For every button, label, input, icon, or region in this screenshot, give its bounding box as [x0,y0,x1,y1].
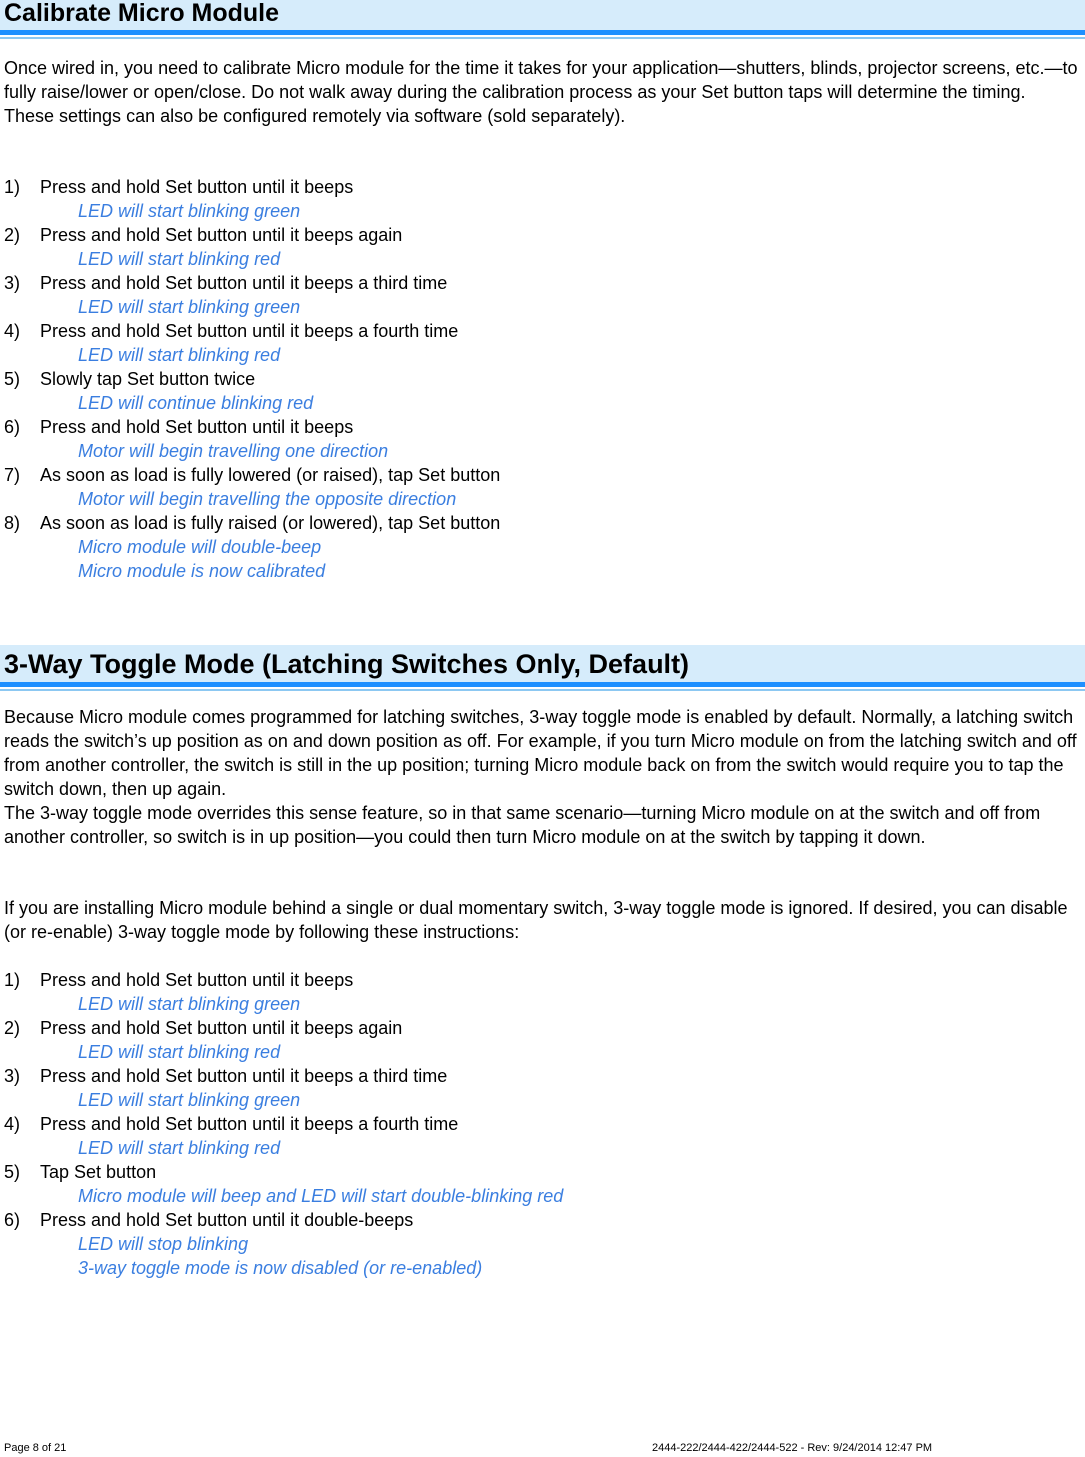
step-result-note: LED will start blinking green [78,201,301,221]
step-row [4,175,1074,199]
step-number: 6) [4,417,21,437]
step-item [4,463,1074,511]
step-text: As soon as load is fully lowered (or raised), tap Set button [40,465,501,485]
step-number: 5) [4,369,21,389]
step-item [4,968,1074,1016]
toggle-mode-steps-list [4,968,1074,1280]
step-number: 4) [4,1114,21,1134]
step-text: Tap Set button [40,1162,157,1182]
step-text: Press and hold Set button until it beeps [40,177,354,197]
step-text: Press and hold Set button until it beeps a fourth time [40,1114,459,1134]
toggle-mode-paragraph-1: Because Micro module comes programmed for latching switches, 3-way toggle mode is enabled by default. Normally, a latching switch reads the switch’s up position as on and down position as off. For example, if you turn Micro module on from the latching switch and off from another controller, the switch is still in the up position; turning Micro module back on from the switch would require you to tap the switch down, then up again. [4,707,1077,799]
step-row [4,511,1074,535]
step-result-note: LED will start blinking red [78,345,281,365]
step-row [4,1208,1074,1232]
step-result-note: 3-way toggle mode is now disabled (or re-enabled) [78,1258,483,1278]
step-item [4,175,1074,223]
step-result-note: Motor will begin travelling the opposite direction [78,489,457,509]
step-item [4,1160,1074,1208]
step-row [4,1016,1074,1040]
header-rule [0,682,1085,687]
step-item [4,1016,1074,1064]
step-number: 2) [4,1018,21,1038]
step-result-note: LED will start blinking green [78,994,301,1014]
step-row [4,319,1074,343]
step-item [4,1112,1074,1160]
step-result-note: LED will start blinking red [78,249,281,269]
header-rule [0,30,1085,35]
step-row [4,367,1074,391]
step-text: Press and hold Set button until it beeps again [40,1018,403,1038]
step-result-note: LED will start blinking green [78,1090,301,1110]
step-text: Press and hold Set button until it beeps again [40,225,403,245]
toggle-mode-paragraph-2: The 3-way toggle mode overrides this sense feature, so in that same scenario—turning Micro module on at the switch and off from another controller, so switch is in up position—you could then turn Micro module on at the switch by tapping it down. [4,803,1041,847]
step-item [4,1208,1074,1280]
step-item [4,1064,1074,1112]
step-number: 8) [4,513,21,533]
step-item [4,223,1074,271]
step-result-note: Micro module will beep and LED will start double-blinking red [78,1186,564,1206]
step-text: Press and hold Set button until it beeps a fourth time [40,321,459,341]
step-number: 5) [4,1162,21,1182]
step-result-note: Micro module is now calibrated [78,561,326,581]
step-row [4,271,1074,295]
section-title-toggle-mode: 3-Way Toggle Mode (Latching Switches Only, Default) [4,649,690,679]
step-number: 3) [4,1066,21,1086]
step-text: Press and hold Set button until it beeps a third time [40,273,448,293]
step-number: 3) [4,273,21,293]
step-text: As soon as load is fully raised (or lowered), tap Set button [40,513,501,533]
footer-document-info: 2444-222/2444-422/2444-522 - Rev: 9/24/2014 12:47 PM [652,1442,933,1454]
section-title-calibrate: Calibrate Micro Module [4,0,280,27]
step-number: 1) [4,970,21,990]
step-result-note: LED will continue blinking red [78,393,314,413]
step-text: Press and hold Set button until it beeps a third time [40,1066,448,1086]
step-item [4,511,1074,583]
step-number: 2) [4,225,21,245]
step-row [4,968,1074,992]
calibrate-intro-paragraph: Once wired in, you need to calibrate Micro module for the time it takes for your application—shutters, blinds, projector screens, etc.—to fully raise/lower or open/close. Do not walk away during the calibration process as your Set button taps will determine the timing. These settings can also be configured remotely via software (sold separately). [4,58,1078,126]
step-number: 6) [4,1210,21,1230]
step-row [4,1064,1074,1088]
step-text: Slowly tap Set button twice [40,369,256,389]
toggle-mode-paragraph-3: If you are installing Micro module behind a single or dual momentary switch, 3-way toggle mode is ignored. If desired, you can disable (or re-enable) 3-way toggle mode by following these instructions: [4,898,1068,942]
header-rule-thin [0,37,1085,39]
step-result-note: Micro module will double-beep [78,537,322,557]
step-row [4,1112,1074,1136]
step-number: 7) [4,465,21,485]
footer-page-number: Page 8 of 21 [4,1442,67,1454]
step-item [4,271,1074,319]
step-result-note: LED will stop blinking [78,1234,249,1254]
step-result-note: LED will start blinking red [78,1042,281,1062]
step-result-note: Motor will begin travelling one direction [78,441,389,461]
step-text: Press and hold Set button until it double-beeps [40,1210,414,1230]
step-number: 4) [4,321,21,341]
step-row [4,463,1074,487]
step-text: Press and hold Set button until it beeps [40,970,354,990]
step-number: 1) [4,177,21,197]
step-row [4,1160,1074,1184]
calibrate-steps-list [4,175,1074,583]
step-result-note: LED will start blinking red [78,1138,281,1158]
step-row [4,223,1074,247]
step-result-note: LED will start blinking green [78,297,301,317]
step-item [4,319,1074,367]
section-header-calibrate [0,0,1085,34]
header-rule-thin [0,689,1085,691]
section-header-toggle-mode [0,645,1085,687]
step-item [4,367,1074,415]
step-item [4,415,1074,463]
step-row [4,415,1074,439]
step-text: Press and hold Set button until it beeps [40,417,354,437]
